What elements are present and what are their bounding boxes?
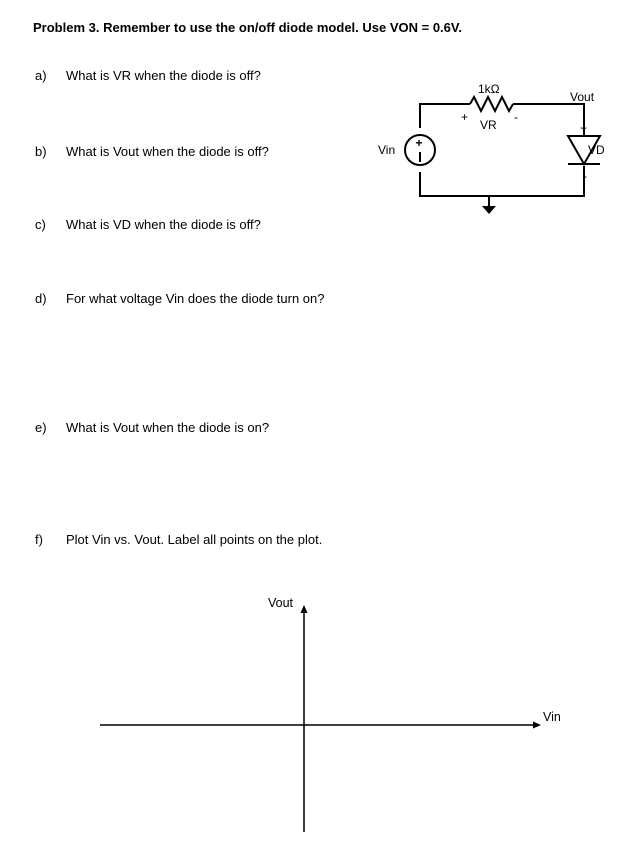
source-plus-sign: + [415,136,423,150]
output-label: Vout [570,90,595,104]
question-text: What is VR when the diode is off? [66,68,261,83]
question-label: f) [35,532,43,547]
diode-label: VD [588,143,605,157]
x-axis-arrow-icon [533,722,541,729]
question-text: What is Vout when the diode is off? [66,144,269,159]
y-axis-label: Vout [268,596,294,610]
resistor-zigzag [470,97,513,111]
wire-top-right [513,104,584,137]
question-text: For what voltage Vin does the diode turn on? [66,291,325,306]
source-label: Vin [378,143,396,157]
wire-bottom [420,166,584,196]
question-label: a) [35,68,47,83]
question-text: What is Vout when the diode is on? [66,420,270,435]
resistor-plus: + [461,110,469,124]
question-label: c) [35,217,46,232]
question-label: d) [35,291,47,306]
x-axis-label: Vin [543,710,561,724]
y-axis-arrow-icon [301,605,308,613]
resistor-minus: - [514,110,518,124]
resistor-value: 1kΩ [478,82,500,96]
question-text: Plot Vin vs. Vout. Label all points on the plot. [66,532,323,547]
resistor-label: VR [480,118,497,132]
ground-icon [482,206,496,214]
diode-minus: - [583,169,587,183]
question-text: What is VD when the diode is off? [66,217,261,232]
problem-title: Problem 3. Remember to use the on/off diode model. Use VON = 0.6V. [33,20,462,35]
question-label: b) [35,144,47,159]
diode-plus: + [580,121,588,135]
question-label: e) [35,420,47,435]
